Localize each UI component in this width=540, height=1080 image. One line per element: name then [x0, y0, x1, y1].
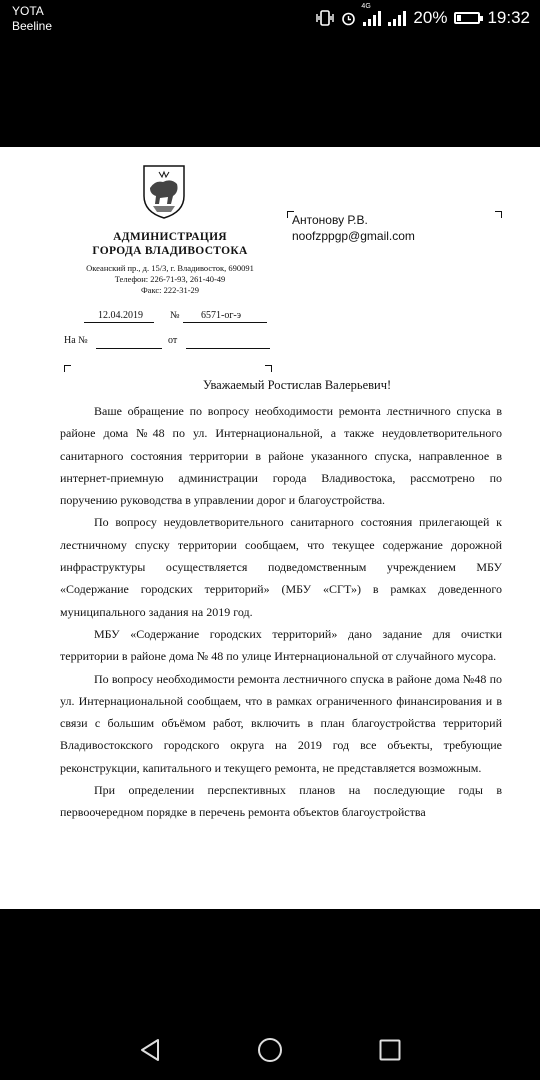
letter-body — [60, 400, 502, 824]
alarm-icon — [341, 11, 356, 26]
recipient-name: Антонову Р.В. — [292, 213, 368, 227]
address-corner-mark — [495, 211, 502, 218]
organization-address: Океанский пр., д. 15/3, г. Владивосток, 690091 — [86, 263, 254, 273]
organization-contacts — [60, 263, 280, 296]
battery-icon — [454, 12, 480, 24]
address-corner-mark — [265, 365, 272, 372]
status-bar — [0, 0, 540, 40]
registration-number-line — [183, 322, 267, 323]
clock: 19:32 — [487, 8, 530, 27]
reference-date-line — [186, 348, 270, 349]
registration-number: 6571-ог-э — [201, 310, 242, 321]
organization-name-line-1: АДМИНИСТРАЦИЯ — [113, 231, 227, 243]
city-emblem-icon — [141, 162, 187, 220]
home-icon[interactable] — [255, 1035, 285, 1065]
registration-number-label: № — [170, 310, 180, 321]
letter-paragraph: По вопросу неудовлетворительного санитарного состояния прилегающей к лестничному спуску территории сообщаем, что текущее содержание дорожной инфраструктуры осуществляется подведомственным учреждением МБУ «Содержание городских территорий» (МБУ «СГТ») в рамках доведенного муниципального задания на 2019 год. — [60, 515, 502, 619]
letter-paragraph: По вопросу необходимости ремонта лестничного спуска в районе дома №48 по ул. Интернациональной сообщаем, что в рамках ограниченного финансирования и в связи с большим объёмом работ, включить в план благоустройства территорий Владивостокского городского округа на 2019 год все объекты, требующие реконструкции, капитального и текущего ремонта, не представляется возможным. — [60, 671, 502, 775]
salutation: Уважаемый Ростислав Валерьевич! — [203, 378, 392, 392]
letter-paragraph: Ваше обращение по вопросу необходимости ремонта лестничного спуска в районе дома №48 по ул. Интернациональной, а также неудовлетворительного санитарного состояния территории в районе указанного спуска, направленное в интернет-приемную администрации города Владивостока, рассмотрено по поручению руководства в управлении дорог и благоустройства. — [60, 404, 502, 508]
organization-name — [85, 230, 255, 258]
address-corner-mark — [64, 365, 71, 372]
document-page[interactable] — [0, 147, 540, 909]
organization-phone: Телефон: 226-71-93, 261-40-49 — [114, 274, 226, 284]
recipient-block — [292, 212, 415, 244]
recents-icon[interactable] — [375, 1035, 405, 1065]
reference-date-label: от — [168, 335, 178, 346]
reference-number-label: На № — [64, 335, 88, 346]
letter-paragraph: МБУ «Содержание городских территорий» дано задание для очистки территории в районе дома № 48 по улице Интернациональной от случайного мусора. — [60, 626, 502, 664]
organization-name-line-2: ГОРОДА ВЛАДИВОСТОКА — [92, 245, 248, 257]
battery-percent: 20% — [413, 8, 448, 27]
reference-number-line — [96, 348, 162, 349]
registration-date-line — [84, 322, 154, 323]
signal-icon — [361, 3, 381, 26]
registration-date: 12.04.2019 — [98, 310, 143, 321]
carrier-name-1: YOTA — [12, 4, 44, 18]
navigation-bar — [0, 1015, 540, 1080]
carrier-name-2: Beeline — [12, 19, 53, 33]
recipient-email: noofzppgp@gmail.com — [292, 229, 415, 243]
network-type-label: 4G — [361, 3, 371, 10]
letter-paragraph: При определении перспективных планов на последующие годы в первоочередном порядке в перечень ремонта объектов благоустройства — [60, 783, 502, 820]
signal-icon — [388, 10, 406, 26]
organization-fax: Факс: 222-31-29 — [140, 285, 200, 295]
back-icon[interactable] — [135, 1035, 165, 1065]
vibrate-icon — [316, 10, 334, 26]
battery-level-fill — [457, 15, 461, 21]
